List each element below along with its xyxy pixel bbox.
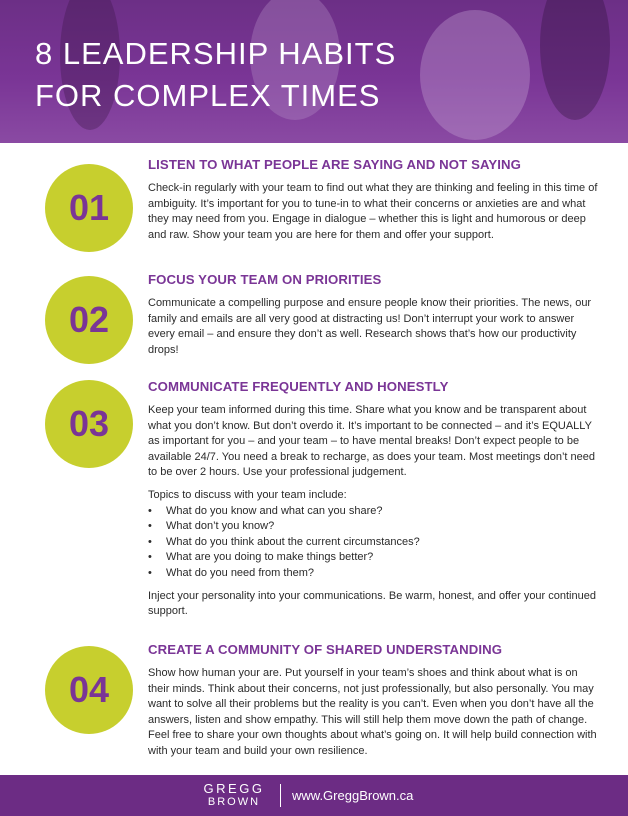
habit-number-badge: 03 [45, 380, 133, 468]
habit-number-badge: 02 [45, 276, 133, 364]
logo-line-2: BROWN [207, 796, 261, 808]
page-title [35, 33, 396, 117]
habit-heading: COMMUNICATE FREQUENTLY AND HONESTLY [148, 379, 449, 394]
footer-bar [0, 775, 628, 816]
website-link[interactable]: www.GreggBrown.ca [292, 788, 414, 803]
bullet: • [148, 535, 152, 548]
list-item [148, 519, 600, 535]
habit-heading: CREATE A COMMUNITY OF SHARED UNDERSTANDING [148, 642, 503, 657]
title-line-2: FOR COMPLEX TIMES [35, 78, 381, 113]
list-item [148, 504, 600, 520]
list-item-text: What do you think about the current circumstances? [166, 535, 420, 548]
logo-line-1: GREGG [203, 781, 265, 796]
habit-body: Communicate a compelling purpose and ensure people know their priorities. The news, our family and emails are all very good at distracting us! Don’t interrupt your work to answer every email – and ensure they don’t as well. Research shows that’s how our productivity drops! [148, 297, 592, 356]
title-line-1: 8 LEADERSHIP HABITS [35, 36, 397, 71]
footer-divider [280, 784, 281, 807]
background-photo [540, 0, 610, 120]
bullet: • [148, 504, 152, 517]
topics-list [148, 504, 600, 582]
habit-body: Check-in regularly with your team to find out what they are thinking and feeling in this time of ambiguity. It’s important for you to tune-in to what their concerns or anxieties are and what they may need from you. Engage in dialogue – whether this is light and humorous or deep and raw. Show your team you are here for them and offer your support. [148, 182, 598, 241]
background-photo [420, 10, 530, 140]
list-item [148, 535, 600, 551]
bullet: • [148, 520, 152, 533]
bullet: • [148, 566, 152, 579]
header-banner [0, 0, 628, 143]
habit-body: Show how human your are. Put yourself in your team’s shoes and think about what is on their minds. Think about their concerns, not just professionally, but also personally. You may want to solve all their problems but the reality is you can’t. Even when you don’t have all the answers, listen and show empathy. This will still help them move down the path of change. Feel free to share your own thoughts about what’s going on. It will help build connection with with your team and build your own resilience. [148, 667, 597, 757]
habit-section [148, 379, 600, 620]
habit-heading: LISTEN TO WHAT PEOPLE ARE SAYING AND NOT SAYING [148, 157, 522, 172]
list-item-text: What do you know and what can you share? [166, 504, 383, 517]
list-item [148, 550, 600, 566]
habit-section [148, 642, 600, 760]
habit-closing: Inject your personality into your communications. Be warm, honest, and offer your continued support. [148, 589, 596, 618]
list-item-text: What are you doing to make things better? [166, 551, 374, 564]
list-item-text: What do you need from them? [166, 566, 314, 579]
habit-section [148, 272, 600, 358]
bullet: • [148, 551, 152, 564]
list-item-text: What don’t you know? [166, 520, 275, 533]
habit-section [148, 157, 600, 243]
topics-intro: Topics to discuss with your team include: [148, 488, 347, 501]
brand-logo [199, 782, 269, 809]
list-item [148, 566, 600, 582]
habit-body: Keep your team informed during this time. Share what you know and be transparent about what you don’t know. But don’t overdo it. It’s important to be connected – and it’s EQUALLY as important for you – and your team – to have mental breaks! Don’t expect people to be available 24/7. You need a break to recharge, as does your team. Most meetings don’t need to be over 2 hours. Use your professional judgement. [148, 404, 596, 479]
habit-number-badge: 01 [45, 164, 133, 252]
habit-heading: FOCUS YOUR TEAM ON PRIORITIES [148, 272, 382, 287]
habit-number-badge: 04 [45, 646, 133, 734]
